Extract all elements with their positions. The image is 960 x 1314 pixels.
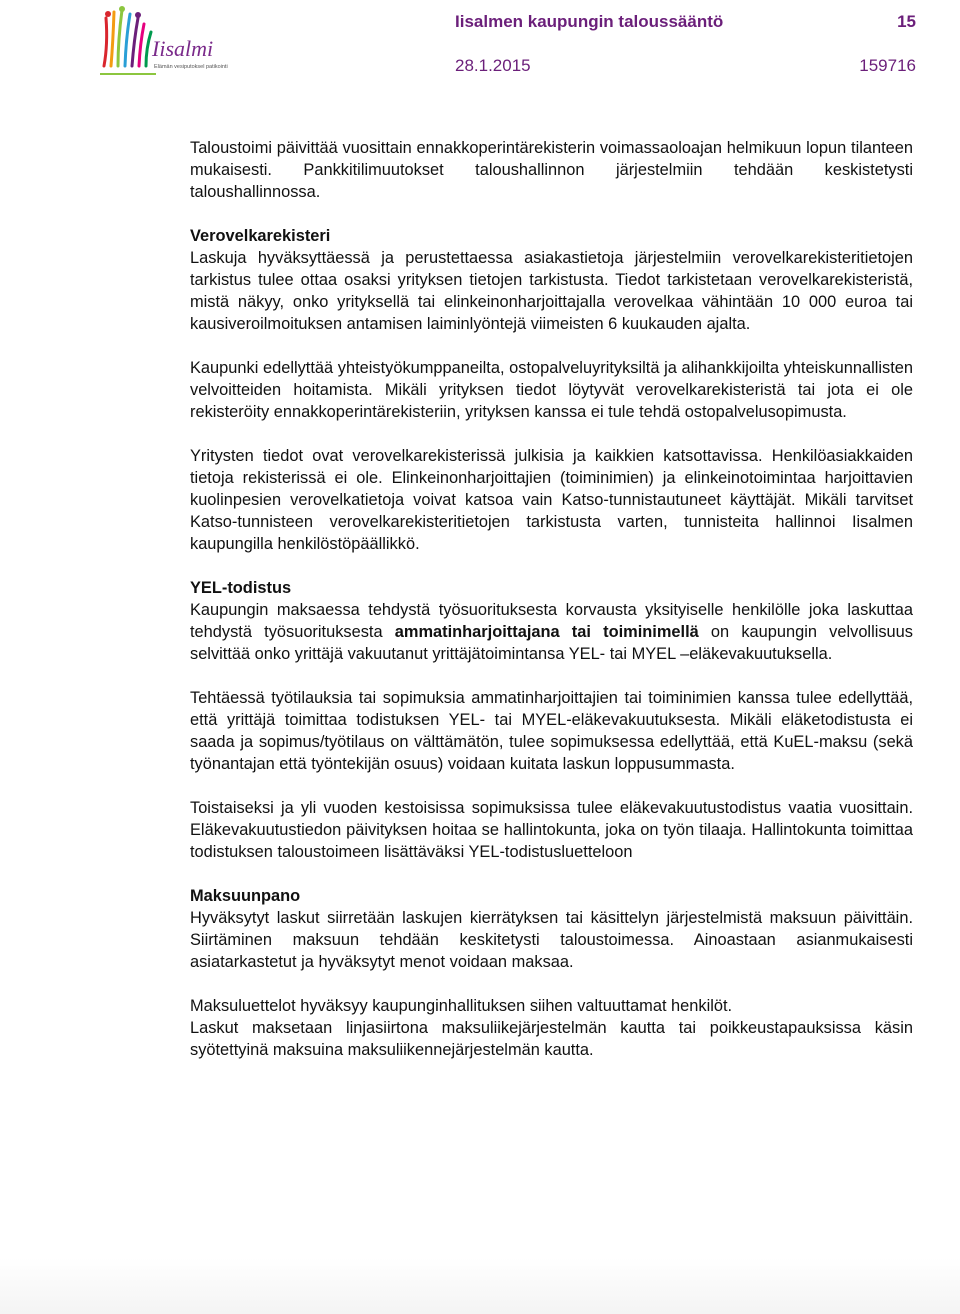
paragraph-toistaiseksi: Toistaiseksi ja yli vuoden kestoisissa sopimuksissa tulee eläkevakuutustodistus vaatia vuosittain. Eläkevakuutustiedon päivityksen hoitaa se hallintokunta, joka on työn tilaaja. Hallintokunta toimittaa todistuksen taloustoimeen lisättäväksi YEL-todistusluetteloon [190,799,913,861]
page-header [0,0,960,90]
page-number: 15 [897,12,916,31]
paragraph-maksuunpano: Hyväksytyt laskut siirretään laskujen kierrätyksen tai käsittelyn järjestelmistä maksuun päivittäin. Siirtäminen maksuun tehdään keskitetysti taloustoimessa. Ainoastaan asianmukaisesti asiatarkastetut ja hyväksytyt menot voidaan maksaa. [190,909,913,971]
document-number: 159716 [859,56,916,75]
paragraph-taloustoimi: Taloustoimi päivittää vuosittain ennakkoperintärekisterin voimassaoloajan helmikuun lopun tilanteen mukaisesti. Pankkitilimuutokset taloushallinnon järjestelmiin tehdään keskistetysti taloushallinnossa. [190,139,913,201]
paragraph-laskut-maksetaan: Laskut maksetaan linjasiirtona maksuliikejärjestelmän kautta tai poikkeustapauksissa käsin syötettyinä maksuina maksuliikennejärjestelmän kautta. [190,1019,913,1059]
emphasis-ammatinharjoittajana: ammatinharjoittajana tai toiminimellä [394,623,699,641]
heading-maksuunpano: Maksuunpano [190,887,301,905]
paragraph-yel [190,599,913,665]
document-date: 28.1.2015 [455,56,531,75]
logo-wordmark: Iisalmi [152,36,214,61]
paragraph-yel-part2: on kaupungin velvollisuus selvittää onko yrittäjä vakuutanut yrittäjätoimintansa YEL- tai MYEL –eläkevakuutuksella. [190,623,913,663]
page-bottom-band [0,1258,960,1314]
heading-yel-todistus: YEL-todistus [190,579,292,597]
iisalmi-logo-icon [96,4,231,84]
paragraph-yel-part1: Kaupungin maksaessa tehdystä työsuorituksesta korvausta yksityiselle henkilölle joka laskuttaa tehdystä työsuorituksesta [190,601,913,641]
paragraph-kaupunki: Kaupunki edellyttää yhteistyökumppaneilta, ostopalveluyrityksiltä ja alihankkijoilta yhteiskunnallisten velvoitteiden hoitamista. Mikäli yrityksen tiedot löytyvät verovelkarekisteristä tai jota ei ole rekisteröity ennakkoperintärekisteriin, yrityksen kanssa ei tule tehdä ostopalvelusopimusta. [190,359,913,421]
heading-verovelkarekisteri: Verovelkarekisteri [190,227,331,245]
paragraph-maksuluettelot: Maksuluettelot hyväksyy kaupunginhallituksen siihen valtuuttamat henkilöt. [190,997,733,1015]
paragraph-tyotilaukset: Tehtäessä työtilauksia tai sopimuksia ammatinharjoittajien tai toiminimien kanssa tulee edellyttää, että yrittäjä toimittaa todistuksen YEL- tai MYEL-eläkevakuutuksesta. Mikäli eläketodistusta ei saada ja sopimus/työtilaus on välttämätön, tulee sopimuksessa edellyttää, että KuEL-maksu (sekä työnantajan että työntekijän osuus) voidaan kuitata laskun loppusummasta. [190,689,913,773]
document-body [190,137,913,1061]
paragraph-verovelka-check: Laskuja hyväksyttäessä ja perustettaessa asiakastietoja järjestelmiin verovelkarekisteritietojen tarkistus tulee ottaa osaksi yrityksen tietojen tarkistusta. Tiedot tarkistetaan verovelkarekisteristä, mistä näkyy, onko yrityksellä tai elinkeinonharjoittajalla verovelkaa vähintään 10 000 euroa tai kausiveroilmoituksen antamisen laiminlyöntejä viimeisten 6 kuukauden ajalta. [190,249,913,333]
svg-text:Elämän vesiputoksel patikointi: Elämän vesiputoksel patikointi [154,64,228,70]
document-title: Iisalmen kaupungin taloussääntö [455,12,724,31]
paragraph-yritysten-tiedot: Yritysten tiedot ovat verovelkarekisterissä julkisia ja kaikkien katsottavissa. Henkilöasiakkaiden tietoja rekisterissä ei ole. Elinkeinonharjoittajien (toiminimien) ja elinkeinotoimintaa harjoittavien kuolinpesien verovelkatietoja voivat katsoa vain Katso-tunnistautuneet käyttäjät. Mikäli tarvitset Katso-tunnisteen verovelkarekisteritietojen tarkistusta varten, tunnisteita hallinnoi Iisalmen kaupungilla henkilöstöpäällikkö. [190,447,913,553]
